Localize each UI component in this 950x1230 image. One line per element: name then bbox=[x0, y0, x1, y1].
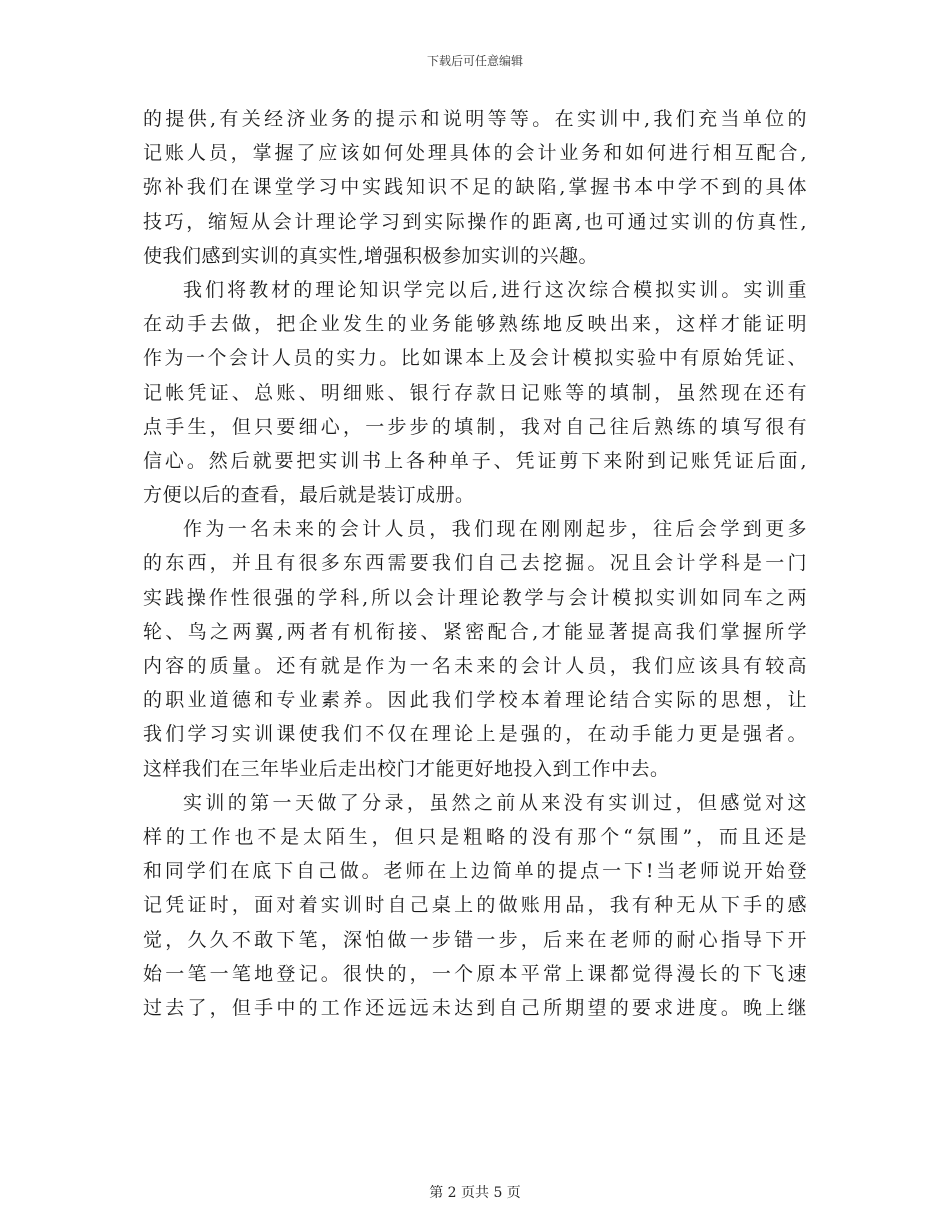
text-line: 觉，久久不敢下笔，深怕做一步错一步，后来在老师的耐心指导下开 bbox=[143, 928, 807, 951]
text-line: 作为一个会计人员的实力。比如课本上及会计模拟实验中有原始凭证、 bbox=[143, 347, 807, 370]
page-number: 第 2 页共 5 页 bbox=[429, 1185, 521, 1201]
text-line: 的提供,有关经济业务的提示和说明等等。在实训中,我们充当单位的 bbox=[143, 108, 807, 130]
text-line: 在动手去做，把企业发生的业务能够熟练地反映出来，这样才能证明 bbox=[143, 313, 807, 336]
text-line: 信心。然后就要把实训书上各种单子、凭证剪下来附到记账凭证后面, bbox=[143, 449, 807, 472]
text-line: 实训的第一天做了分录，虽然之前从来没有实训过，但感觉对这 bbox=[183, 791, 807, 814]
text-line: 轮、鸟之两翼,两者有机衔接、紧密配合,才能显著提高我们掌握所学 bbox=[143, 620, 807, 643]
text-line: 这样我们在三年毕业后走出校门才能更好地投入到工作中去。 bbox=[143, 757, 670, 780]
text-line: 我们将教材的理论知识学完以后,进行这次综合模拟实训。实训重 bbox=[183, 278, 807, 301]
text-line: 使我们感到实训的真实性,增强积极参加实训的兴趣。 bbox=[143, 244, 599, 267]
text-line: 过去了，但手中的工作还远远未达到自己所期望的要求进度。晚上继 bbox=[143, 996, 807, 1019]
text-line: 记凭证时，面对着实训时自己桌上的做账用品，我有种无从下手的感 bbox=[143, 894, 807, 917]
text-line: 点手生，但只要细心，一步步的填制，我对自己往后熟练的填写很有 bbox=[143, 415, 807, 438]
text-line: 弥补我们在课堂学习中实践知识不足的缺陷,掌握书本中学不到的具体 bbox=[143, 176, 807, 199]
text-line: 实践操作性很强的学科,所以会计理论教学与会计模拟实训如同车之两 bbox=[143, 586, 807, 609]
text-line: 的东西，并且有很多东西需要我们自己去挖掘。况且会计学科是一门 bbox=[143, 552, 807, 575]
text-line: 技巧，缩短从会计理论学习到实际操作的距离,也可通过实训的仿真性, bbox=[143, 210, 807, 233]
text-line: 样的工作也不是太陌生，但只是粗略的没有那个“氛围”，而且还是 bbox=[143, 825, 807, 848]
text-line: 和同学们在底下自己做。老师在上边简单的提点一下!当老师说开始登 bbox=[143, 860, 807, 883]
text-line: 始一笔一笔地登记。很快的，一个原本平常上课都觉得漫长的下飞速 bbox=[143, 962, 807, 985]
text-line: 内容的质量。还有就是作为一名未来的会计人员，我们应该具有较高 bbox=[143, 655, 807, 677]
text-line: 方便以后的查看，最后就是装订成册。 bbox=[143, 484, 475, 507]
text-line: 记帐凭证、总账、明细账、银行存款日记账等的填制，虽然现在还有 bbox=[143, 381, 807, 404]
text-line: 我们学习实训课使我们不仅在理论上是强的，在动手能力更是强者。 bbox=[143, 723, 807, 746]
text-line: 作为一名未来的会计人员，我们现在刚刚起步，往后会学到更多 bbox=[183, 518, 807, 541]
text-line: 记账人员，掌握了应该如何处理具体的会计业务和如何进行相互配合, bbox=[143, 142, 807, 165]
text-line: 的职业道德和专业素养。因此我们学校本着理论结合实际的思想，让 bbox=[143, 689, 807, 712]
page-header: 下载后可任意编辑 bbox=[426, 54, 523, 68]
document-body bbox=[143, 102, 807, 1025]
